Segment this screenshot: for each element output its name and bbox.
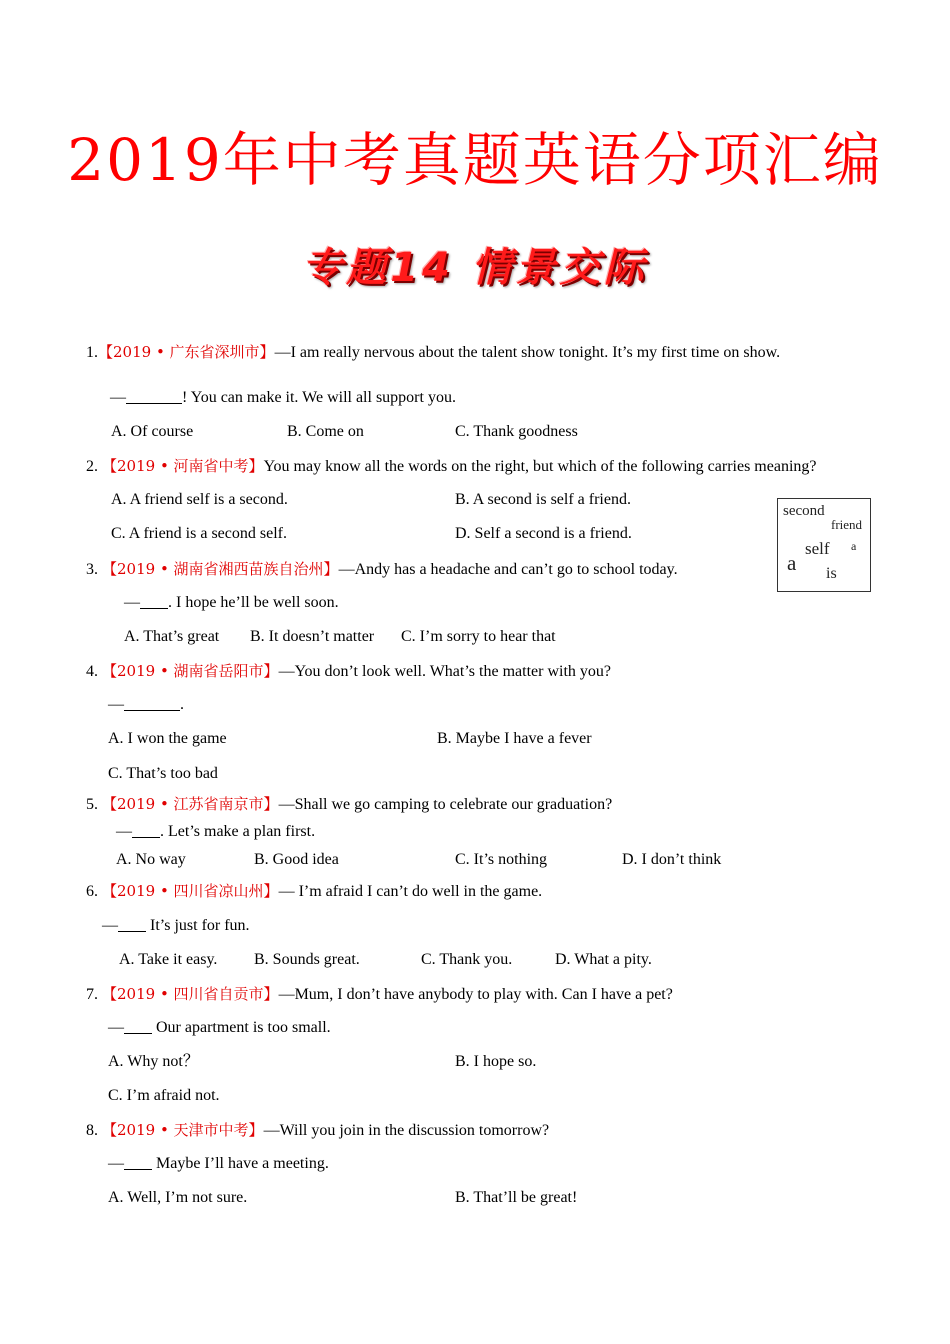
option-a: A. Of course <box>111 423 194 440</box>
option-a: A. No way <box>116 851 186 868</box>
option-c: C. Thank goodness <box>455 423 578 440</box>
question-4-reply <box>108 694 184 716</box>
reply-dash: — <box>108 696 124 713</box>
question-text: —Mum, I don’t have anybody to play with. Can I have a pet? <box>278 986 673 1003</box>
option-c: C. I’m afraid not. <box>108 1087 220 1104</box>
question-source: 【2019 • 广东省深圳市】 <box>98 343 275 361</box>
question-6-reply <box>102 915 250 937</box>
question-source: 【2019 • 江苏省南京市】 <box>102 795 279 813</box>
option-c: C. That’s too bad <box>108 765 218 782</box>
figure-word: self <box>805 539 830 558</box>
question-text: —Will you join in the discussion tomorrow? <box>263 1122 550 1139</box>
option-c: C. I’m sorry to hear that <box>401 628 556 645</box>
question-source: 【2019 • 湖南省湘西苗族自治州】 <box>102 560 339 578</box>
option-b: B. I hope so. <box>455 1053 537 1070</box>
option-b: B. That’ll be great! <box>455 1189 578 1206</box>
option-a: A. Take it easy. <box>119 951 218 968</box>
option-b: B. Good idea <box>254 851 339 868</box>
reply-dash: — <box>110 389 126 406</box>
reply-text: ! You can make it. We will all support you. <box>182 389 456 406</box>
reply-text: Our apartment is too small. <box>152 1019 331 1036</box>
question-number: 3. <box>86 561 98 578</box>
option-b: B. It doesn’t matter <box>250 628 375 645</box>
question-source: 【2019 • 四川省自贡市】 <box>102 985 279 1003</box>
question-5-reply <box>116 821 315 843</box>
figure-word: friend <box>831 517 863 532</box>
reply-dash: — <box>102 917 118 934</box>
question-text: — I’m afraid I can’t do well in the game. <box>278 883 543 900</box>
option-c: C. Thank you. <box>421 951 513 968</box>
question-text: You may know all the words on the right, but which of the following carries meaning? <box>263 458 817 475</box>
question-7-stem <box>86 983 673 1006</box>
question-number: 1. <box>86 344 98 361</box>
option-b: B. Come on <box>287 423 364 440</box>
question-number: 7. <box>86 986 98 1003</box>
question-source: 【2019 • 湖南省岳阳市】 <box>102 662 279 680</box>
section-subtitle: 专题14 情景交际 <box>302 245 648 291</box>
reply-text: It’s just for fun. <box>146 917 250 934</box>
option-a: A. I won the game <box>108 730 227 747</box>
question-source: 【2019 • 河南省中考】 <box>102 457 264 475</box>
question-8-reply <box>108 1153 329 1175</box>
reply-dash: — <box>124 594 140 611</box>
option-a: A. That’s great <box>124 628 220 645</box>
question-source: 【2019 • 四川省凉山州】 <box>102 882 279 900</box>
question-number: 2. <box>86 458 98 475</box>
question-text: —I am really nervous about the talent show tonight. It’s my first time on show. <box>274 344 781 361</box>
figure-word: second <box>783 503 825 519</box>
question-text: —Andy has a headache and can’t go to school today. <box>338 561 678 578</box>
word-scramble-figure <box>777 498 871 592</box>
question-source: 【2019 • 天津市中考】 <box>102 1121 264 1139</box>
option-c: C. A friend is a second self. <box>111 525 287 542</box>
answer-blank <box>124 1155 152 1172</box>
option-a: A. A friend self is a second. <box>111 491 288 508</box>
question-number: 6. <box>86 883 98 900</box>
figure-word: a <box>787 551 797 575</box>
question-8-stem <box>86 1119 549 1142</box>
answer-blank <box>132 823 160 840</box>
figure-word: is <box>826 565 837 582</box>
question-text: —You don’t look well. What’s the matter with you? <box>278 663 611 680</box>
figure-word: a <box>851 539 857 553</box>
question-number: 5. <box>86 796 98 813</box>
answer-blank <box>140 594 168 611</box>
question-number: 4. <box>86 663 98 680</box>
question-5-stem <box>86 793 612 816</box>
option-c: C. It’s nothing <box>455 851 548 868</box>
question-text: —Shall we go camping to celebrate our graduation? <box>278 796 613 813</box>
reply-text: . <box>180 696 184 713</box>
answer-blank <box>124 1019 152 1036</box>
document-title: 2019年中考真题英语分项汇编 <box>67 126 883 194</box>
reply-text: . I hope he’ll be well soon. <box>168 594 339 611</box>
reply-text: Maybe I’ll have a meeting. <box>152 1155 329 1172</box>
option-a: A. Why not？ <box>108 1053 199 1070</box>
option-b: B. A second is self a friend. <box>455 491 631 508</box>
option-d: D. Self a second is a friend. <box>455 525 632 542</box>
question-number: 8. <box>86 1122 98 1139</box>
question-6-stem <box>86 880 542 903</box>
option-b: B. Maybe I have a fever <box>437 730 592 747</box>
reply-text: . Let’s make a plan first. <box>160 823 316 840</box>
option-d: D. What a pity. <box>555 951 652 968</box>
question-4-stem <box>86 660 611 683</box>
question-7-reply <box>108 1017 331 1039</box>
reply-dash: — <box>108 1155 124 1172</box>
reply-dash: — <box>108 1019 124 1036</box>
question-2-stem <box>86 455 817 478</box>
question-3-stem <box>86 558 678 581</box>
question-1-reply <box>110 387 456 409</box>
answer-blank <box>124 696 180 713</box>
option-a: A. Well, I’m not sure. <box>108 1189 248 1206</box>
question-1-stem <box>86 341 780 364</box>
question-3-reply <box>124 592 339 614</box>
option-d: D. I don’t think <box>622 851 722 868</box>
answer-blank <box>126 389 182 406</box>
answer-blank <box>118 917 146 934</box>
reply-dash: — <box>116 823 132 840</box>
option-b: B. Sounds great. <box>254 951 360 968</box>
